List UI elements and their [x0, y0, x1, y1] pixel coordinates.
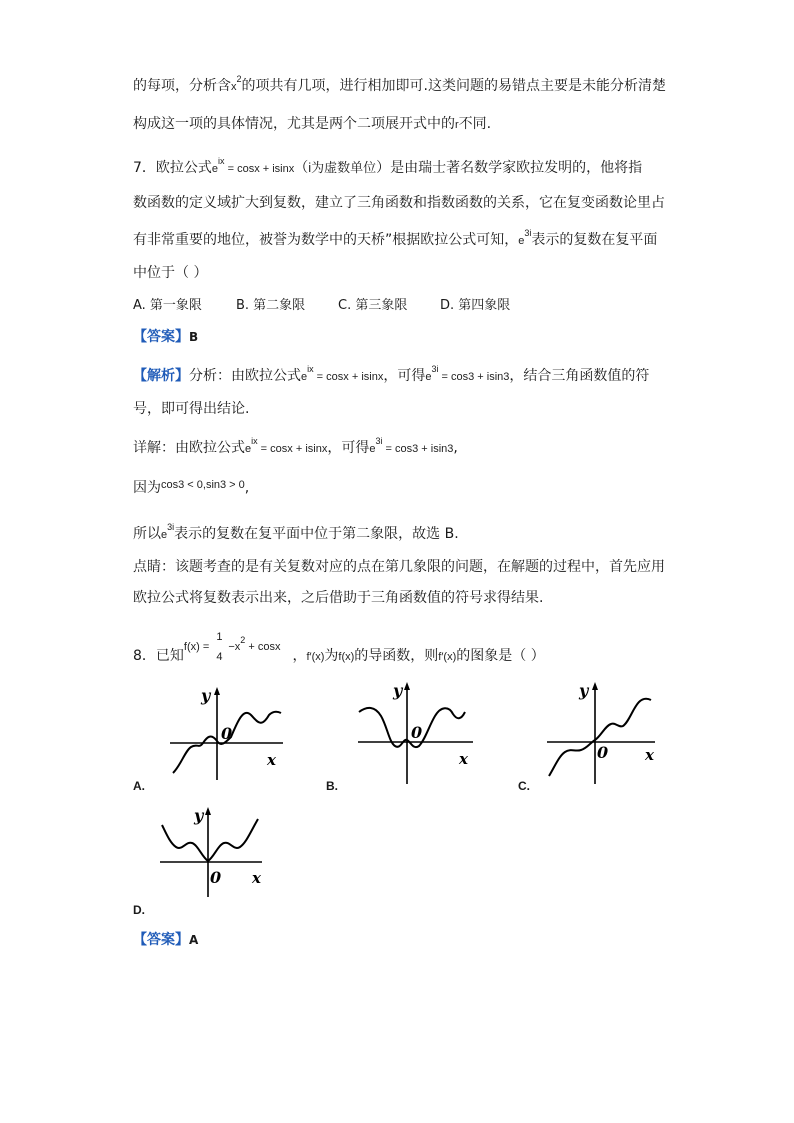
q7-analysis-line-2: 号，即可得出结论. — [133, 401, 250, 417]
q7-answer-value: B — [189, 330, 199, 344]
q7-stem-line-4: 中位于（ ） — [133, 265, 208, 281]
q7-so-b: 表示的复数在复平面中位于第二象限，故选 B. — [174, 526, 459, 542]
q7-e-2: e — [518, 235, 525, 247]
q7-option-b: B. 第二象限 — [236, 298, 306, 313]
intro-var-sup: 2 — [236, 74, 242, 84]
q7-stem-line-1 — [133, 158, 642, 179]
q8-number: 8．已知 — [133, 648, 184, 664]
q7-line3-a: 有非常重要的地位，被誉为数学中的天桥”根据欧拉公式可知， — [133, 232, 519, 248]
q8-stem-c: 的导函数，则 — [354, 648, 439, 664]
graph-d-x-label: x — [252, 869, 261, 887]
q7-analysis-a: 分析：由欧拉公式 — [189, 368, 301, 384]
graph-d-origin: 0 — [210, 868, 222, 887]
q7-analysis-label: 【解析】 — [133, 368, 189, 384]
q7-analysis-sup-3i: 3i — [431, 364, 439, 374]
q8-stem-d: 的图象是（ ） — [456, 648, 545, 664]
q7-detail-sup-ix: ix — [251, 436, 258, 446]
q8-stem-b: 为 — [324, 648, 339, 664]
q7-line3-b: 表示的复数在复平面 — [531, 232, 658, 248]
q7-analysis-e: e — [301, 371, 308, 383]
q7-detail-a: 详解：由欧拉公式 — [133, 440, 245, 456]
graph-a-origin: 0 — [221, 724, 233, 743]
q7-option-d: D. 第四象限 — [440, 298, 511, 313]
q8-answer — [133, 930, 198, 950]
intro-line-1 — [133, 76, 666, 97]
graph-d-label: D. — [133, 903, 145, 917]
graph-a-x-label: x — [267, 751, 276, 769]
q7-paren-open: （ — [294, 160, 309, 176]
graph-b-origin: 0 — [411, 723, 423, 742]
graph-b-y-arrow — [404, 682, 410, 690]
q8-frac-den: 4 — [216, 651, 223, 663]
q8-fprime: f′(x) — [306, 651, 325, 663]
q7-detail-b: ，可得 — [327, 440, 370, 456]
q7-formula: = cosx + isinx — [224, 163, 295, 175]
graph-d — [158, 805, 268, 900]
intro-text-c: 构成这一项的具体情况，尤其是两个二项展开式中的 — [133, 116, 455, 132]
q7-because-a: 因为 — [133, 480, 161, 496]
q7-option-a: A. 第一象限 — [133, 298, 202, 313]
intro-text-a: 的每项，分析含 — [133, 78, 231, 94]
q7-because-f: cos3 < 0,sin3 > 0 — [161, 479, 245, 491]
q7-analysis-line-1 — [133, 366, 649, 387]
q7-number: 7．欧拉公式 — [133, 160, 212, 176]
graph-a-y-label: y — [201, 686, 211, 705]
q7-sup-3i: 3i — [524, 228, 532, 238]
q7-detail-e: e — [245, 443, 252, 455]
q7-so-sup-3i: 3i — [167, 522, 175, 532]
q7-answer — [133, 327, 198, 347]
r-mark: r — [455, 119, 459, 131]
q8-minus-x: −x — [228, 641, 241, 653]
q7-comment-line-1: 点睛：该题考查的是有关复数对应的点在第几象限的问题，在解题的过程中，首先应用 — [133, 559, 665, 575]
graph-d-y-label: y — [194, 806, 204, 825]
q7-e: e — [211, 163, 219, 175]
graph-c-curve — [549, 699, 651, 776]
q8-answer-value: A — [189, 933, 199, 947]
q7-stem-line-2: 数函数的定义域扩大到复数，建立了三角函数和指数函数的关系，它在复变函数论里占 — [133, 195, 665, 211]
q7-detail-f1: = cosx + isinx — [257, 443, 328, 455]
q8-plus-cos: + cosx — [245, 641, 281, 653]
q7-analysis-b: ，可得 — [383, 368, 426, 384]
graph-a-y-arrow — [214, 687, 220, 695]
graph-c-origin: 0 — [597, 743, 609, 762]
q7-analysis-sup-ix: ix — [307, 364, 314, 374]
graph-b-x-label: x — [459, 750, 468, 768]
q7-detail-e2: e — [369, 443, 376, 455]
q7-stem-c: ）是由瑞士著名数学家欧拉发明的，他将指 — [376, 160, 643, 176]
q8-fx: f(x) = — [183, 641, 213, 653]
q7-answer-label: 【答案】 — [133, 329, 189, 345]
intro-line-2 — [133, 114, 491, 135]
q7-so-a: 所以 — [133, 526, 161, 542]
graph-c-y-arrow — [592, 682, 598, 690]
q7-option-c: C. 第三象限 — [338, 298, 408, 313]
q8-f-of-x: f(x) — [338, 651, 355, 663]
q7-so-e: e — [161, 529, 168, 541]
q8-stem-line — [133, 631, 545, 667]
intro-var-x: x — [231, 81, 237, 93]
q7-comment-line-2: 欧拉公式将复数表示出来，之后借助于三角函数值的符号求得结果. — [133, 590, 544, 606]
q7-so-line — [133, 524, 459, 545]
q7-stem-line-3 — [133, 230, 657, 251]
graph-b — [355, 680, 480, 785]
q7-detail-f2: = cos3 + isin3 — [382, 443, 454, 455]
q7-detail-c: , — [453, 440, 458, 456]
intro-text-b: 的项共有几项，进行相加即可.这类问题的易错点主要是未能分析清楚 — [241, 78, 666, 94]
graph-b-label: B. — [326, 779, 338, 793]
intro-text-d: 不同. — [458, 116, 492, 132]
q8-frac-num: 1 — [216, 631, 223, 643]
graph-c-y-label: y — [579, 681, 589, 700]
q7-analysis-c: ，结合三角函数值的符 — [509, 368, 650, 384]
graph-d-y-arrow — [205, 807, 211, 815]
q7-analysis-f1: = cosx + isinx — [313, 371, 384, 383]
q7-sup-ix: ix — [218, 156, 225, 166]
q8-answer-label: 【答案】 — [133, 932, 189, 948]
graph-a-label: A. — [133, 779, 145, 793]
q7-detail-sup-3i: 3i — [375, 436, 383, 446]
graph-a — [165, 685, 290, 785]
q8-square: 2 — [240, 635, 246, 645]
graph-c-x-label: x — [645, 746, 654, 764]
q7-detail-line — [133, 438, 458, 459]
q7-because-b: , — [244, 480, 250, 496]
q7-note: i为虚数单位 — [308, 160, 377, 175]
graph-d-curve — [162, 819, 258, 861]
q8-comma: ， — [292, 648, 307, 664]
q8-fraction — [212, 631, 228, 663]
q7-because-line — [133, 478, 249, 499]
q8-fprime-2: f′(x) — [438, 651, 457, 663]
graph-c-label: C. — [518, 779, 530, 793]
graph-b-y-label: y — [393, 681, 403, 700]
q7-analysis-f2: = cos3 + isin3 — [438, 371, 510, 383]
q7-analysis-e2: e — [425, 371, 432, 383]
graph-c — [545, 680, 660, 785]
